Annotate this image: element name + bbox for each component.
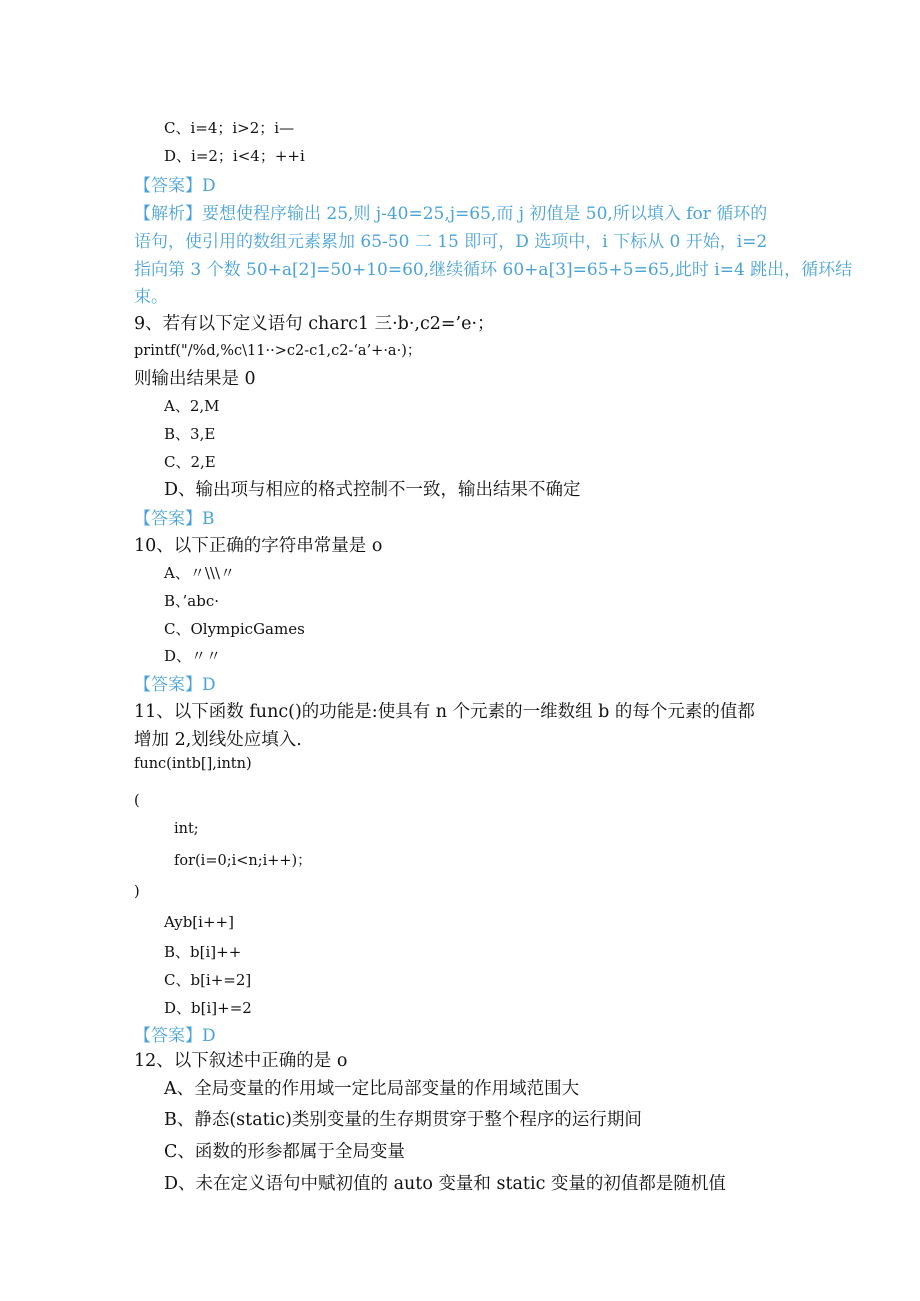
q8-explanation-line-4: 束。 bbox=[134, 287, 168, 307]
q11-code-close-brace: ) bbox=[134, 884, 140, 900]
q11-option-d: D、b[i]+=2 bbox=[164, 999, 252, 1017]
answer-tag: 【答案】 bbox=[134, 176, 202, 196]
q9-option-c: C、2,E bbox=[164, 453, 216, 471]
answer-value: D bbox=[202, 675, 216, 695]
q12-option-b: B、静态(static)类别变量的生存期贯穿于整个程序的运行期间 bbox=[164, 1110, 642, 1130]
q11-code-signature: func(intb[],intn) bbox=[134, 756, 252, 772]
q12-option-d: D、未在定义语句中赋初值的 auto 变量和 static 变量的初值都是随机值 bbox=[164, 1174, 726, 1194]
q11-option-c: C、b[i+=2] bbox=[164, 971, 252, 989]
q10-stem: 10、以下正确的字符串常量是 o bbox=[134, 536, 383, 556]
answer-tag: 【答案】 bbox=[134, 675, 202, 695]
q9-option-a: A、2,M bbox=[164, 397, 220, 415]
q8-option-c: C、i=4；i>2；i— bbox=[164, 119, 295, 137]
q9-result-prompt: 则输出结果是 0 bbox=[134, 369, 256, 389]
q9-option-b: B、3,E bbox=[164, 425, 216, 443]
q11-stem-line-2: 增加 2,划线处应填入. bbox=[134, 730, 302, 750]
q9-answer bbox=[134, 504, 215, 529]
q8-explanation-line-3: 指向第 3 个数 50+a[2]=50+10=60,继续循环 60+a[3]=65+5=65,此时 i=4 跳出，循环结 bbox=[134, 260, 853, 280]
q11-code-open-brace: ( bbox=[134, 793, 140, 809]
analysis-tag: 【解析】 bbox=[134, 204, 202, 224]
q10-option-a: A、〃\\\〃 bbox=[164, 564, 235, 582]
q11-option-a: Ayb[i++] bbox=[164, 913, 234, 931]
q11-code-declaration: int; bbox=[174, 821, 199, 837]
answer-value: B bbox=[202, 509, 215, 529]
answer-value: D bbox=[202, 176, 216, 196]
answer-tag: 【答案】 bbox=[134, 1026, 202, 1046]
q12-stem: 12、以下叙述中正确的是 o bbox=[134, 1051, 348, 1071]
q12-option-c: C、函数的形参都属于全局变量 bbox=[164, 1142, 405, 1162]
q11-code-loop: for(i=0;i<n;i++)； bbox=[174, 853, 312, 869]
q11-option-b: B、b[i]++ bbox=[164, 943, 242, 961]
q9-code: printf("/%d,%c\11··>c2-c1,c2-‘a’+·a·)； bbox=[134, 343, 422, 359]
explanation-text: 要想使程序输出 25,则 j-40=25,j=65,而 j 初值是 50,所以填入 for 循环的 bbox=[202, 204, 768, 224]
q11-stem-line-1: 11、以下函数 func()的功能是:使具有 n 个元素的一维数组 b 的每个元素的值都 bbox=[134, 702, 755, 722]
q9-stem: 9、若有以下定义语句 charc1 三·b·,c2=’e·； bbox=[134, 314, 495, 334]
answer-tag: 【答案】 bbox=[134, 509, 202, 529]
q8-explanation-line-1 bbox=[134, 199, 767, 224]
q9-option-d: D、输出项与相应的格式控制不一致，输出结果不确定 bbox=[164, 480, 581, 500]
q8-answer bbox=[134, 171, 216, 196]
q12-option-a: A、全局变量的作用域一定比局部变量的作用域范围大 bbox=[164, 1079, 580, 1099]
q10-option-d: D、〃〃 bbox=[164, 647, 222, 665]
answer-value: D bbox=[202, 1026, 216, 1046]
q10-option-c: C、OlympicGames bbox=[164, 620, 305, 638]
q8-option-d: D、i=2；i<4；++i bbox=[164, 147, 305, 165]
q8-explanation-line-2: 语句，使引用的数组元素累加 65-50 二 15 即可，D 选项中，i 下标从 0 开始，i=2 bbox=[134, 232, 768, 252]
q10-option-b: B、’abc· bbox=[164, 592, 220, 610]
q10-answer bbox=[134, 670, 216, 695]
q11-answer bbox=[134, 1021, 216, 1046]
